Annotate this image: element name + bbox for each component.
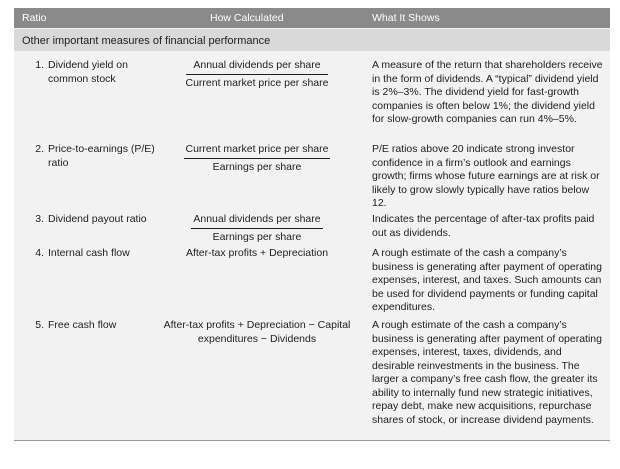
ratio-table bbox=[14, 8, 610, 440]
calc-formula: After-tax profits + Depreciation − Capital expenditures − Dividends bbox=[163, 319, 351, 345]
row-number: 5. bbox=[35, 319, 44, 331]
ratio-description: A rough estimate of the cash a company’s business is generating after payment of operating expenses, interest, and taxes. Such amounts can be used for dividend payments or funding capital expenditures. bbox=[372, 247, 602, 313]
ratio-name: Price-to-earnings (P/E) ratio bbox=[48, 143, 155, 169]
header-how-calculated: How Calculated bbox=[210, 12, 284, 24]
calc-formula bbox=[150, 213, 364, 244]
row-number: 1. bbox=[35, 59, 44, 71]
section-title: Other important measures of financial performance bbox=[22, 35, 271, 47]
calc-formula: After-tax profits + Depreciation bbox=[185, 247, 329, 259]
section-row bbox=[14, 29, 610, 51]
ratio-name: Internal cash flow bbox=[48, 247, 130, 259]
row-number: 2. bbox=[35, 143, 44, 155]
row-number: 3. bbox=[35, 213, 44, 225]
formula-denominator: Earnings per share bbox=[212, 160, 302, 173]
ratio-name: Dividend payout ratio bbox=[48, 213, 147, 225]
header-what-it-shows: What It Shows bbox=[372, 12, 440, 24]
ratio-name: Dividend yield on common stock bbox=[48, 59, 128, 85]
formula-numerator: Annual dividends per share bbox=[191, 213, 322, 229]
ratio-description: A rough estimate of the cash a company’s business is generating after payment of operating expenses, interest, taxes, dividends, and desirable reinvestments in the business. The larger a company’s free cash flow, the greater its ability to internally fund new strategic initiatives, repay debt, make new acquisitions, repurchase shares of stock, or increase dividend payments. bbox=[372, 319, 602, 426]
header-ratio: Ratio bbox=[22, 12, 47, 24]
calc-formula bbox=[150, 59, 364, 90]
formula-denominator: Earnings per share bbox=[212, 230, 302, 243]
calc-formula bbox=[150, 143, 364, 174]
table-bottom-rule bbox=[14, 440, 610, 441]
ratio-description: A measure of the return that shareholders receive in the form of dividends. A “typical” dividend yield is 2%–3%. The dividend yield for fast-growth companies is often below 1%; the dividend yield for slow-growth companies can run 4%–5%. bbox=[372, 59, 603, 125]
table-header bbox=[14, 8, 610, 28]
ratio-description: P/E ratios above 20 indicate strong investor confidence in a firm’s outlook and earnings growth; firms whose future earnings are at risk or likely to grow slowly typically have ratios below 12. bbox=[372, 143, 600, 209]
row-number: 4. bbox=[35, 247, 44, 259]
formula-denominator: Current market price per share bbox=[185, 76, 329, 89]
ratio-description: Indicates the percentage of after-tax profits paid out as dividends. bbox=[372, 213, 595, 239]
formula-numerator: Annual dividends per share bbox=[186, 59, 329, 75]
formula-numerator: Current market price per share bbox=[184, 143, 331, 159]
ratio-name: Free cash flow bbox=[48, 319, 117, 331]
